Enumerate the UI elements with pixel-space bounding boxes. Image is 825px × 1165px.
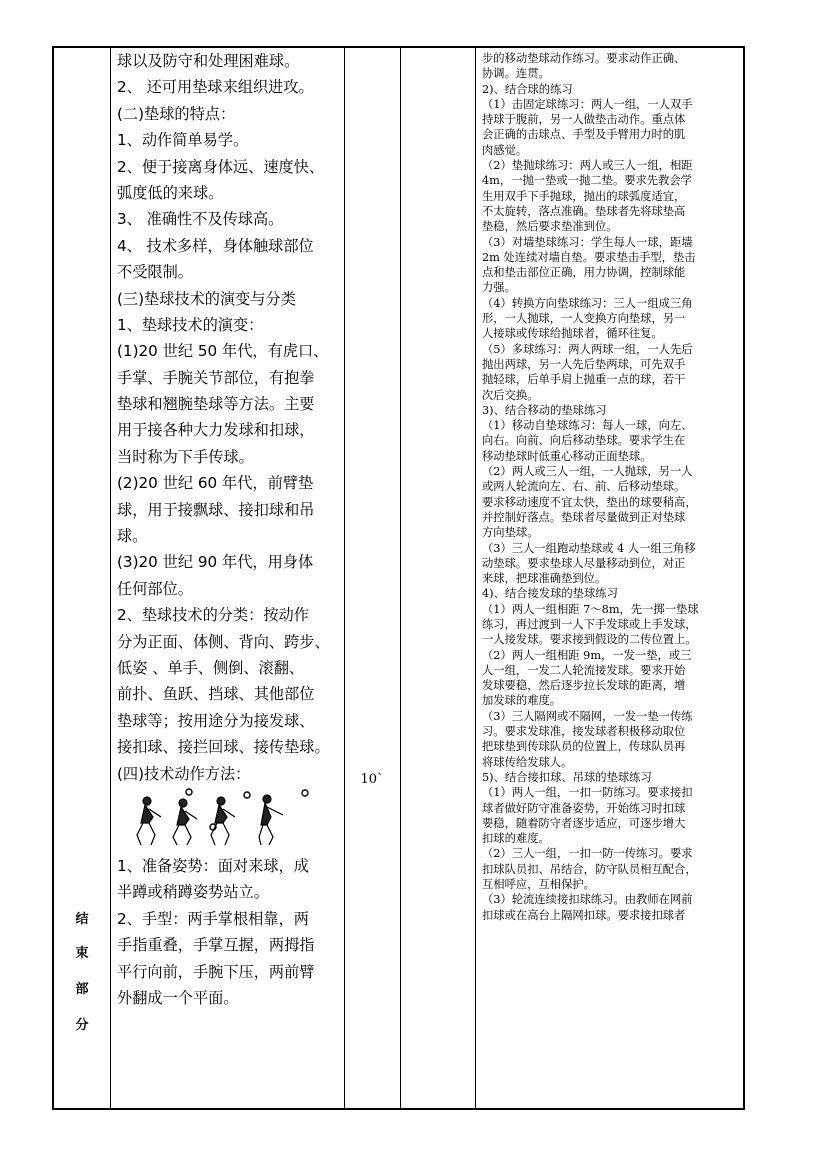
content-line: (1)20 世纪 50 年代，有虎口、	[117, 342, 329, 361]
content-line: 手掌、手腕关节部位，有抱拳	[117, 368, 315, 387]
practice-line: 协调。连贯。	[482, 67, 550, 81]
content-line: 垫球和翘腕垫球等方法。主要	[117, 395, 315, 414]
practice-line: 次后交换。	[482, 388, 539, 402]
practice-line: 要稳，随着防守者逐步适应，可逐步增大	[482, 816, 686, 830]
content-line: 手指重叠，手掌互握，两拇指	[117, 936, 315, 955]
content-line: 外翻成一个平面。	[117, 988, 239, 1007]
practice-line: 肉感觉。	[482, 143, 528, 157]
content-line: 半蹲或稍蹲姿势站立。	[117, 883, 269, 902]
time-allocation: 10`	[360, 772, 384, 787]
practice-line: （3）对墙垫球练习：学生每人一球，距墙	[482, 235, 693, 249]
practice-line: 形，一人抛球，一人变换方向垫球，另一	[482, 312, 686, 326]
practice-line: 垫稳，然后要求垫准到位。	[482, 220, 618, 234]
practice-line: 会正确的击球点、手型及手臂用力时的肌	[482, 128, 686, 142]
practice-line: 方向垫球。	[482, 526, 539, 540]
practice-line: （4）转换方向垫球练习：三人一组成三角	[482, 296, 693, 310]
practice-line: 3)、结合移动的垫球练习	[482, 403, 607, 417]
volleyball-players-figure	[127, 787, 342, 853]
practice-line: 步的移动垫球动作练习。要求动作正确、	[482, 52, 686, 65]
practice-line: 4m，一抛一垫或一抛二垫。要求先教会学	[482, 174, 692, 188]
practice-line: 2)、结合球的练习	[482, 82, 573, 96]
content-line: 2、垫球技术的分类：按动作	[117, 606, 309, 625]
practice-line: （1）移动自垫球练习：每人一球，向左、	[482, 419, 693, 433]
practice-line: 或两人轮流向左、右、前、后移动垫球。	[482, 480, 686, 494]
practice-line: 扣球的难度。	[482, 832, 550, 846]
practice-line: 抛轻球，后单手肩上抛重一点的球，若干	[482, 373, 686, 387]
practice-line: 4)、结合接发球的垫球练习	[482, 587, 618, 601]
content-line: 任何部位。	[117, 579, 193, 598]
content-line: (2)20 世纪 60 年代，前臂垫	[117, 474, 314, 493]
practice-line: 持球于腹前，另一人做垫击动作。重点体	[482, 113, 686, 127]
content-line: 当时称为下手传球。	[117, 447, 254, 466]
practice-line: 要求移动速度不宜太快，垫出的球要稍高，	[482, 495, 697, 509]
practice-line: （3）三人隔网或不隔网，一发一垫一传练	[482, 709, 693, 723]
practice-line: 抛出两球，另一人先后垫两球，可先双手	[482, 357, 686, 371]
column-divider	[475, 48, 476, 1108]
content-line: (3)20 世纪 90 年代，用身体	[117, 553, 314, 572]
practice-line: 动垫球。要求垫球人尽量移动到位，对正	[482, 556, 686, 570]
practice-line: 发球要稳，然后逐步拉长发球的距离，增	[482, 679, 686, 693]
section-label-char: 分	[75, 1018, 89, 1033]
practice-methods-column	[482, 51, 745, 923]
practice-line: 不太旋转，落点准确。垫球者先将球垫高	[482, 204, 686, 218]
practice-line: （1）击固定球练习：两人一组，一人双手	[482, 97, 693, 111]
content-line: 前扑、鱼跃、挡球、其他部位	[117, 685, 315, 704]
content-line: 分为正面、体侧、背向、跨步、	[117, 632, 330, 651]
practice-line: 来球，把球准确垫到位。	[482, 572, 607, 586]
content-line: 不受限制。	[117, 263, 193, 282]
content-line: 1、垫球技术的演变：	[117, 315, 264, 334]
lesson-plan-table	[52, 46, 745, 1110]
section-label-column	[54, 48, 110, 1108]
content-line: 1、动作简单易学。	[117, 131, 249, 150]
content-line: (三)垫球技术的演变与分类	[117, 289, 296, 308]
column-divider	[400, 48, 401, 1108]
practice-line: 力强。	[482, 281, 516, 295]
content-line: 球，用于接飘球、接扣球和吊	[117, 500, 315, 519]
content-line: 3、 准确性不及传球高。	[117, 210, 284, 229]
content-line: 球。	[117, 527, 148, 546]
content-line: 用于接各种大力发球和扣球，	[117, 421, 315, 440]
practice-line: （2）垫抛球练习：两人或三人一组，相距	[482, 159, 693, 173]
practice-line: 生用双手下手抛球，抛出的球弧度适宜，	[482, 189, 686, 203]
content-line: 2、 还可用垫球来组织进攻。	[117, 78, 314, 97]
column-divider	[110, 48, 111, 1108]
practice-line: 一人接发球。要求接到假设的二传位置上。	[482, 633, 697, 647]
content-line: 球以及防守和处理困难球。	[117, 52, 300, 70]
practice-line: （2）两人一组相距 9m，一发一垫，或三	[482, 648, 692, 662]
practice-line: （3）轮流连续接扣球练习。由教师在网前	[482, 893, 693, 907]
section-label-char: 部	[75, 982, 89, 997]
content-line: 2、便于接离身体远、速度快、	[117, 157, 325, 176]
practice-line: 并控制好落点。垫球者尽量做到正对垫球	[482, 510, 686, 524]
practice-line: 向右。向前、向后移动垫球。要求学生在	[482, 434, 686, 448]
content-line: 低姿 、单手、侧倒、滚翻、	[117, 658, 305, 677]
practice-line: 扣球或在高台上隔网扣球。要求接扣球者	[482, 908, 686, 922]
teaching-content-column	[117, 48, 342, 1011]
practice-line: 把球垫到传球队员的位置上，传球队员再	[482, 740, 686, 754]
practice-line: 移动垫球时低重心移动正面垫球。	[482, 449, 652, 463]
practice-line: 2m 处连续对墙自垫。要求垫击手型，垫击	[482, 250, 696, 264]
practice-line: 将球传给发球人。	[482, 755, 573, 769]
content-line: 弧度低的来球。	[117, 183, 224, 202]
practice-line: 习。要求发球准，接发球者积极移动取位	[482, 725, 686, 739]
practice-line: （5）多球练习：两人两球一组，一人先后	[482, 342, 693, 356]
practice-line: 人接球或传球给抛球者，循环往复。	[482, 327, 663, 341]
practice-line: 加发球的难度。	[482, 694, 562, 708]
practice-line: 扣球队员扣、吊结合，防守队员相互配合，	[482, 862, 697, 876]
column-divider	[344, 48, 345, 1108]
content-line: 4、 技术多样，身体触球部位	[117, 236, 314, 255]
content-line: 平行向前，手腕下压，两前臂	[117, 962, 315, 981]
content-line: (二)垫球的特点：	[117, 104, 236, 123]
practice-line: （3）三人一组跑动垫球或 4 人一组三角移	[482, 541, 696, 555]
content-line: 垫球等；按用途分为接发球、	[117, 711, 315, 730]
practice-line: 练习，再过渡到一人下手发球或上手发球，	[482, 617, 697, 631]
players-illustration	[127, 787, 327, 853]
practice-line: （1）两人一组，一扣一防练习。要求接扣	[482, 786, 693, 800]
section-label-char: 束	[75, 946, 89, 961]
practice-line: 点和垫击部位正确，用力协调，控制球能	[482, 266, 686, 280]
practice-line: 互相呼应，互相保护。	[482, 878, 595, 892]
practice-line: （2）三人一组，一扣一防一传练习。要求	[482, 847, 693, 861]
practice-line: （1）两人一组相距 7～8m，先一掷一垫球	[482, 602, 699, 616]
practice-line: （2）两人或三人一组，一人抛球，另一人	[482, 465, 693, 479]
content-line: 接扣球、接拦回球、接传垫球。	[117, 738, 330, 757]
content-line: 1、准备姿势：面对来球，成	[117, 856, 309, 875]
practice-line: 5)、结合接扣球、吊球的垫球练习	[482, 770, 652, 784]
practice-line: 人一组，一发二人轮流接发球。要求开始	[482, 663, 686, 677]
practice-line: 球者做好防守准备姿势，开始练习时扣球	[482, 801, 686, 815]
section-label-char: 结	[75, 912, 89, 927]
content-line: (四)技术动作方法：	[117, 764, 251, 783]
content-line: 2、手型：两手掌根相靠，两	[117, 909, 309, 928]
